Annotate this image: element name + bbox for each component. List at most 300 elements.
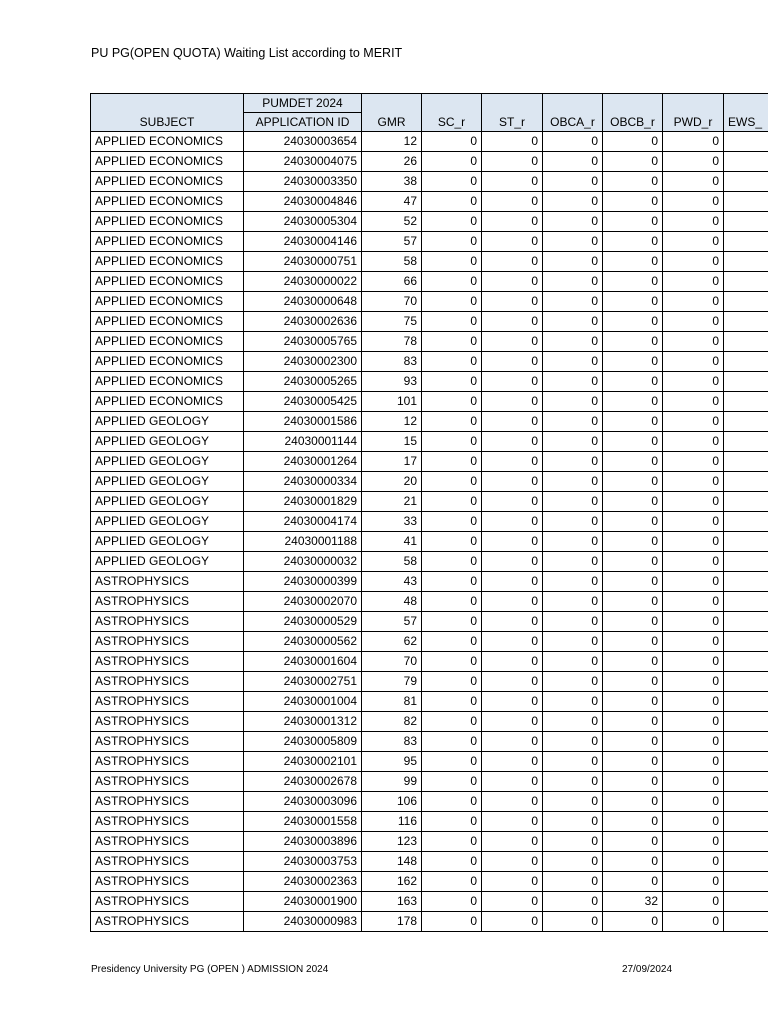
cell-subject: APPLIED ECONOMICS: [91, 252, 244, 272]
cell-pwd-r: 0: [663, 772, 724, 792]
cell-sc-r: 0: [422, 812, 482, 832]
cell-pwd-r: 0: [663, 712, 724, 732]
cell-st-r: 0: [482, 512, 543, 532]
cell-application-id: 24030005304: [244, 212, 362, 232]
table-row: [91, 432, 768, 452]
cell-pwd-r: 0: [663, 612, 724, 632]
cell-obca-r: 0: [543, 252, 603, 272]
table-row: [91, 452, 768, 472]
cell-obcb-r: 0: [603, 772, 663, 792]
cell-ews: [724, 692, 768, 712]
header-obcb-r: OBCB_r: [603, 94, 663, 132]
cell-application-id: 24030000334: [244, 472, 362, 492]
cell-sc-r: 0: [422, 192, 482, 212]
cell-obca-r: 0: [543, 552, 603, 572]
cell-obca-r: 0: [543, 512, 603, 532]
cell-obca-r: 0: [543, 372, 603, 392]
table-row: [91, 292, 768, 312]
cell-ews: [724, 132, 768, 152]
cell-obcb-r: 0: [603, 372, 663, 392]
cell-subject: ASTROPHYSICS: [91, 612, 244, 632]
cell-obca-r: 0: [543, 192, 603, 212]
cell-subject: APPLIED ECONOMICS: [91, 212, 244, 232]
cell-application-id: 24030001558: [244, 812, 362, 832]
table-row: [91, 632, 768, 652]
table-row: [91, 712, 768, 732]
cell-pwd-r: 0: [663, 432, 724, 452]
cell-application-id: 24030002300: [244, 352, 362, 372]
cell-st-r: 0: [482, 452, 543, 472]
cell-pwd-r: 0: [663, 272, 724, 292]
cell-obca-r: 0: [543, 612, 603, 632]
cell-obca-r: 0: [543, 692, 603, 712]
cell-st-r: 0: [482, 632, 543, 652]
table-row: [91, 692, 768, 712]
cell-obcb-r: 0: [603, 312, 663, 332]
cell-gmr: 95: [362, 752, 422, 772]
cell-sc-r: 0: [422, 352, 482, 372]
cell-ews: [724, 592, 768, 612]
cell-subject: APPLIED ECONOMICS: [91, 392, 244, 412]
cell-pwd-r: 0: [663, 672, 724, 692]
cell-obca-r: 0: [543, 212, 603, 232]
cell-obca-r: 0: [543, 472, 603, 492]
cell-gmr: 99: [362, 772, 422, 792]
cell-application-id: 24030001586: [244, 412, 362, 432]
cell-gmr: 163: [362, 892, 422, 912]
cell-sc-r: 0: [422, 312, 482, 332]
cell-application-id: 24030000399: [244, 572, 362, 592]
cell-ews: [724, 912, 768, 932]
cell-obcb-r: 0: [603, 632, 663, 652]
cell-ews: [724, 152, 768, 172]
cell-sc-r: 0: [422, 132, 482, 152]
cell-sc-r: 0: [422, 652, 482, 672]
cell-st-r: 0: [482, 852, 543, 872]
cell-obcb-r: 32: [603, 892, 663, 912]
cell-application-id: 24030000529: [244, 612, 362, 632]
cell-st-r: 0: [482, 352, 543, 372]
cell-subject: APPLIED GEOLOGY: [91, 452, 244, 472]
cell-sc-r: 0: [422, 372, 482, 392]
cell-gmr: 47: [362, 192, 422, 212]
cell-subject: ASTROPHYSICS: [91, 852, 244, 872]
cell-gmr: 178: [362, 912, 422, 932]
cell-st-r: 0: [482, 392, 543, 412]
cell-ews: [724, 472, 768, 492]
cell-ews: [724, 332, 768, 352]
cell-application-id: 24030004846: [244, 192, 362, 212]
cell-obcb-r: 0: [603, 432, 663, 452]
cell-sc-r: 0: [422, 512, 482, 532]
cell-application-id: 24030005765: [244, 332, 362, 352]
table-row: [91, 312, 768, 332]
cell-obca-r: 0: [543, 452, 603, 472]
cell-st-r: 0: [482, 212, 543, 232]
cell-st-r: 0: [482, 872, 543, 892]
table-row: [91, 672, 768, 692]
table-row: [91, 332, 768, 352]
table-row: [91, 872, 768, 892]
cell-application-id: 24030001264: [244, 452, 362, 472]
cell-subject: ASTROPHYSICS: [91, 712, 244, 732]
table-header: [91, 94, 768, 132]
cell-application-id: 24030002636: [244, 312, 362, 332]
cell-st-r: 0: [482, 492, 543, 512]
cell-gmr: 81: [362, 692, 422, 712]
cell-st-r: 0: [482, 752, 543, 772]
cell-pwd-r: 0: [663, 792, 724, 812]
cell-application-id: 24030003753: [244, 852, 362, 872]
cell-sc-r: 0: [422, 472, 482, 492]
cell-gmr: 70: [362, 292, 422, 312]
cell-pwd-r: 0: [663, 312, 724, 332]
cell-application-id: 24030004146: [244, 232, 362, 252]
cell-gmr: 83: [362, 352, 422, 372]
cell-ews: [724, 812, 768, 832]
cell-obcb-r: 0: [603, 712, 663, 732]
cell-sc-r: 0: [422, 452, 482, 472]
cell-ews: [724, 272, 768, 292]
cell-sc-r: 0: [422, 792, 482, 812]
table-row: [91, 832, 768, 852]
cell-pwd-r: 0: [663, 732, 724, 752]
cell-obca-r: 0: [543, 132, 603, 152]
cell-application-id: 24030002101: [244, 752, 362, 772]
table-row: [91, 592, 768, 612]
cell-subject: ASTROPHYSICS: [91, 752, 244, 772]
footer-date: 27/09/2024: [622, 964, 673, 975]
cell-sc-r: 0: [422, 252, 482, 272]
cell-sc-r: 0: [422, 672, 482, 692]
header-pwd-r: PWD_r: [663, 94, 724, 132]
cell-obca-r: 0: [543, 332, 603, 352]
cell-obca-r: 0: [543, 432, 603, 452]
cell-pwd-r: 0: [663, 812, 724, 832]
header-row-top: [91, 94, 768, 113]
cell-ews: [724, 412, 768, 432]
cell-subject: APPLIED GEOLOGY: [91, 472, 244, 492]
cell-sc-r: 0: [422, 532, 482, 552]
cell-obca-r: 0: [543, 392, 603, 412]
cell-subject: APPLIED GEOLOGY: [91, 532, 244, 552]
table-body: [91, 132, 768, 932]
cell-sc-r: 0: [422, 492, 482, 512]
cell-gmr: 15: [362, 432, 422, 452]
cell-ews: [724, 552, 768, 572]
cell-pwd-r: 0: [663, 632, 724, 652]
cell-gmr: 79: [362, 672, 422, 692]
cell-application-id: 24030000022: [244, 272, 362, 292]
cell-ews: [724, 732, 768, 752]
cell-obcb-r: 0: [603, 692, 663, 712]
cell-gmr: 38: [362, 172, 422, 192]
header-pumdet-2024: PUMDET 2024: [244, 94, 362, 113]
cell-sc-r: 0: [422, 852, 482, 872]
cell-subject: APPLIED ECONOMICS: [91, 352, 244, 372]
cell-sc-r: 0: [422, 152, 482, 172]
table-row: [91, 732, 768, 752]
cell-obcb-r: 0: [603, 912, 663, 932]
table-row: [91, 852, 768, 872]
cell-gmr: 41: [362, 532, 422, 552]
cell-gmr: 43: [362, 572, 422, 592]
cell-st-r: 0: [482, 712, 543, 732]
cell-gmr: 162: [362, 872, 422, 892]
cell-subject: APPLIED GEOLOGY: [91, 492, 244, 512]
cell-st-r: 0: [482, 732, 543, 752]
cell-st-r: 0: [482, 272, 543, 292]
cell-pwd-r: 0: [663, 152, 724, 172]
cell-ews: [724, 612, 768, 632]
cell-subject: APPLIED ECONOMICS: [91, 272, 244, 292]
cell-obcb-r: 0: [603, 532, 663, 552]
cell-application-id: 24030000648: [244, 292, 362, 312]
table-row: [91, 552, 768, 572]
cell-obcb-r: 0: [603, 392, 663, 412]
cell-sc-r: 0: [422, 332, 482, 352]
cell-st-r: 0: [482, 832, 543, 852]
cell-pwd-r: 0: [663, 192, 724, 212]
cell-obcb-r: 0: [603, 212, 663, 232]
cell-application-id: 24030005265: [244, 372, 362, 392]
cell-st-r: 0: [482, 132, 543, 152]
cell-obcb-r: 0: [603, 872, 663, 892]
cell-gmr: 66: [362, 272, 422, 292]
cell-gmr: 78: [362, 332, 422, 352]
cell-gmr: 75: [362, 312, 422, 332]
cell-application-id: 24030004174: [244, 512, 362, 532]
table-row: [91, 212, 768, 232]
cell-ews: [724, 252, 768, 272]
cell-pwd-r: 0: [663, 292, 724, 312]
cell-obca-r: 0: [543, 812, 603, 832]
header-gmr: GMR: [362, 94, 422, 132]
cell-ews: [724, 872, 768, 892]
cell-gmr: 33: [362, 512, 422, 532]
cell-obcb-r: 0: [603, 472, 663, 492]
table-row: [91, 492, 768, 512]
cell-st-r: 0: [482, 192, 543, 212]
cell-st-r: 0: [482, 612, 543, 632]
header-application-id: APPLICATION ID: [244, 113, 362, 132]
cell-gmr: 83: [362, 732, 422, 752]
cell-st-r: 0: [482, 792, 543, 812]
document-title: PU PG(OPEN QUOTA) Waiting List according to MERIT: [91, 46, 403, 60]
table-row: [91, 892, 768, 912]
cell-subject: APPLIED GEOLOGY: [91, 552, 244, 572]
cell-gmr: 17: [362, 452, 422, 472]
cell-obca-r: 0: [543, 792, 603, 812]
cell-subject: ASTROPHYSICS: [91, 592, 244, 612]
cell-st-r: 0: [482, 812, 543, 832]
cell-st-r: 0: [482, 252, 543, 272]
cell-pwd-r: 0: [663, 592, 724, 612]
cell-obca-r: 0: [543, 352, 603, 372]
cell-st-r: 0: [482, 772, 543, 792]
cell-obcb-r: 0: [603, 252, 663, 272]
cell-subject: ASTROPHYSICS: [91, 892, 244, 912]
table-row: [91, 572, 768, 592]
table-row: [91, 192, 768, 212]
cell-pwd-r: 0: [663, 172, 724, 192]
cell-pwd-r: 0: [663, 872, 724, 892]
cell-obcb-r: 0: [603, 552, 663, 572]
cell-obcb-r: 0: [603, 192, 663, 212]
cell-pwd-r: 0: [663, 472, 724, 492]
cell-sc-r: 0: [422, 912, 482, 932]
footer-institution: Presidency University PG (OPEN ) ADMISSION 2024: [91, 964, 329, 975]
table-row: [91, 372, 768, 392]
cell-pwd-r: 0: [663, 852, 724, 872]
cell-obca-r: 0: [543, 912, 603, 932]
table-row: [91, 472, 768, 492]
cell-ews: [724, 652, 768, 672]
cell-sc-r: 0: [422, 712, 482, 732]
cell-gmr: 148: [362, 852, 422, 872]
cell-ews: [724, 352, 768, 372]
cell-subject: APPLIED ECONOMICS: [91, 312, 244, 332]
table-row: [91, 612, 768, 632]
cell-ews: [724, 792, 768, 812]
cell-pwd-r: 0: [663, 212, 724, 232]
cell-st-r: 0: [482, 312, 543, 332]
cell-obca-r: 0: [543, 772, 603, 792]
cell-pwd-r: 0: [663, 532, 724, 552]
cell-pwd-r: 0: [663, 352, 724, 372]
table-row: [91, 512, 768, 532]
cell-application-id: 24030001900: [244, 892, 362, 912]
cell-subject: APPLIED ECONOMICS: [91, 292, 244, 312]
cell-subject: APPLIED GEOLOGY: [91, 512, 244, 532]
cell-gmr: 12: [362, 412, 422, 432]
cell-pwd-r: 0: [663, 412, 724, 432]
cell-st-r: 0: [482, 572, 543, 592]
cell-sc-r: 0: [422, 772, 482, 792]
cell-obca-r: 0: [543, 872, 603, 892]
cell-ews: [724, 892, 768, 912]
cell-application-id: 24030001144: [244, 432, 362, 452]
cell-obca-r: 0: [543, 172, 603, 192]
cell-application-id: 24030003350: [244, 172, 362, 192]
cell-st-r: 0: [482, 232, 543, 252]
cell-gmr: 12: [362, 132, 422, 152]
cell-obcb-r: 0: [603, 232, 663, 252]
cell-obca-r: 0: [543, 572, 603, 592]
cell-subject: APPLIED ECONOMICS: [91, 372, 244, 392]
cell-ews: [724, 452, 768, 472]
cell-subject: ASTROPHYSICS: [91, 772, 244, 792]
table-row: [91, 352, 768, 372]
cell-ews: [724, 512, 768, 532]
cell-ews: [724, 312, 768, 332]
cell-obcb-r: 0: [603, 832, 663, 852]
cell-pwd-r: 0: [663, 132, 724, 152]
cell-subject: ASTROPHYSICS: [91, 732, 244, 752]
cell-sc-r: 0: [422, 612, 482, 632]
cell-ews: [724, 212, 768, 232]
cell-sc-r: 0: [422, 732, 482, 752]
cell-obca-r: 0: [543, 672, 603, 692]
table-row: [91, 272, 768, 292]
table-row: [91, 912, 768, 932]
cell-subject: ASTROPHYSICS: [91, 672, 244, 692]
cell-ews: [724, 712, 768, 732]
table-row: [91, 652, 768, 672]
waiting-list-table-wrapper: [90, 93, 768, 932]
cell-obca-r: 0: [543, 732, 603, 752]
cell-obca-r: 0: [543, 852, 603, 872]
cell-subject: ASTROPHYSICS: [91, 572, 244, 592]
cell-gmr: 52: [362, 212, 422, 232]
cell-pwd-r: 0: [663, 332, 724, 352]
header-subject: SUBJECT: [91, 94, 244, 132]
cell-obcb-r: 0: [603, 732, 663, 752]
cell-st-r: 0: [482, 292, 543, 312]
cell-st-r: 0: [482, 592, 543, 612]
cell-gmr: 62: [362, 632, 422, 652]
cell-obcb-r: 0: [603, 412, 663, 432]
cell-pwd-r: 0: [663, 452, 724, 472]
cell-gmr: 20: [362, 472, 422, 492]
cell-obca-r: 0: [543, 232, 603, 252]
cell-obca-r: 0: [543, 652, 603, 672]
cell-obcb-r: 0: [603, 752, 663, 772]
cell-application-id: 24030003654: [244, 132, 362, 152]
cell-gmr: 70: [362, 652, 422, 672]
cell-obcb-r: 0: [603, 812, 663, 832]
cell-obca-r: 0: [543, 152, 603, 172]
cell-st-r: 0: [482, 532, 543, 552]
cell-subject: ASTROPHYSICS: [91, 812, 244, 832]
cell-subject: ASTROPHYSICS: [91, 872, 244, 892]
cell-gmr: 101: [362, 392, 422, 412]
cell-gmr: 57: [362, 612, 422, 632]
cell-subject: ASTROPHYSICS: [91, 912, 244, 932]
cell-ews: [724, 172, 768, 192]
cell-subject: APPLIED ECONOMICS: [91, 132, 244, 152]
cell-ews: [724, 772, 768, 792]
table-row: [91, 392, 768, 412]
cell-application-id: 24030005809: [244, 732, 362, 752]
cell-sc-r: 0: [422, 212, 482, 232]
cell-obca-r: 0: [543, 832, 603, 852]
cell-application-id: 24030001829: [244, 492, 362, 512]
table-row: [91, 132, 768, 152]
table-row: [91, 232, 768, 252]
cell-sc-r: 0: [422, 552, 482, 572]
cell-sc-r: 0: [422, 592, 482, 612]
cell-pwd-r: 0: [663, 892, 724, 912]
table-row: [91, 412, 768, 432]
cell-application-id: 24030001312: [244, 712, 362, 732]
cell-sc-r: 0: [422, 412, 482, 432]
cell-application-id: 24030001604: [244, 652, 362, 672]
cell-gmr: 106: [362, 792, 422, 812]
cell-subject: ASTROPHYSICS: [91, 632, 244, 652]
cell-pwd-r: 0: [663, 252, 724, 272]
cell-pwd-r: 0: [663, 512, 724, 532]
cell-pwd-r: 0: [663, 752, 724, 772]
cell-application-id: 24030000562: [244, 632, 362, 652]
cell-application-id: 24030001004: [244, 692, 362, 712]
header-obca-r: OBCA_r: [543, 94, 603, 132]
cell-application-id: 24030002363: [244, 872, 362, 892]
cell-ews: [724, 632, 768, 652]
cell-st-r: 0: [482, 372, 543, 392]
cell-subject: APPLIED ECONOMICS: [91, 232, 244, 252]
header-sc-r: SC_r: [422, 94, 482, 132]
